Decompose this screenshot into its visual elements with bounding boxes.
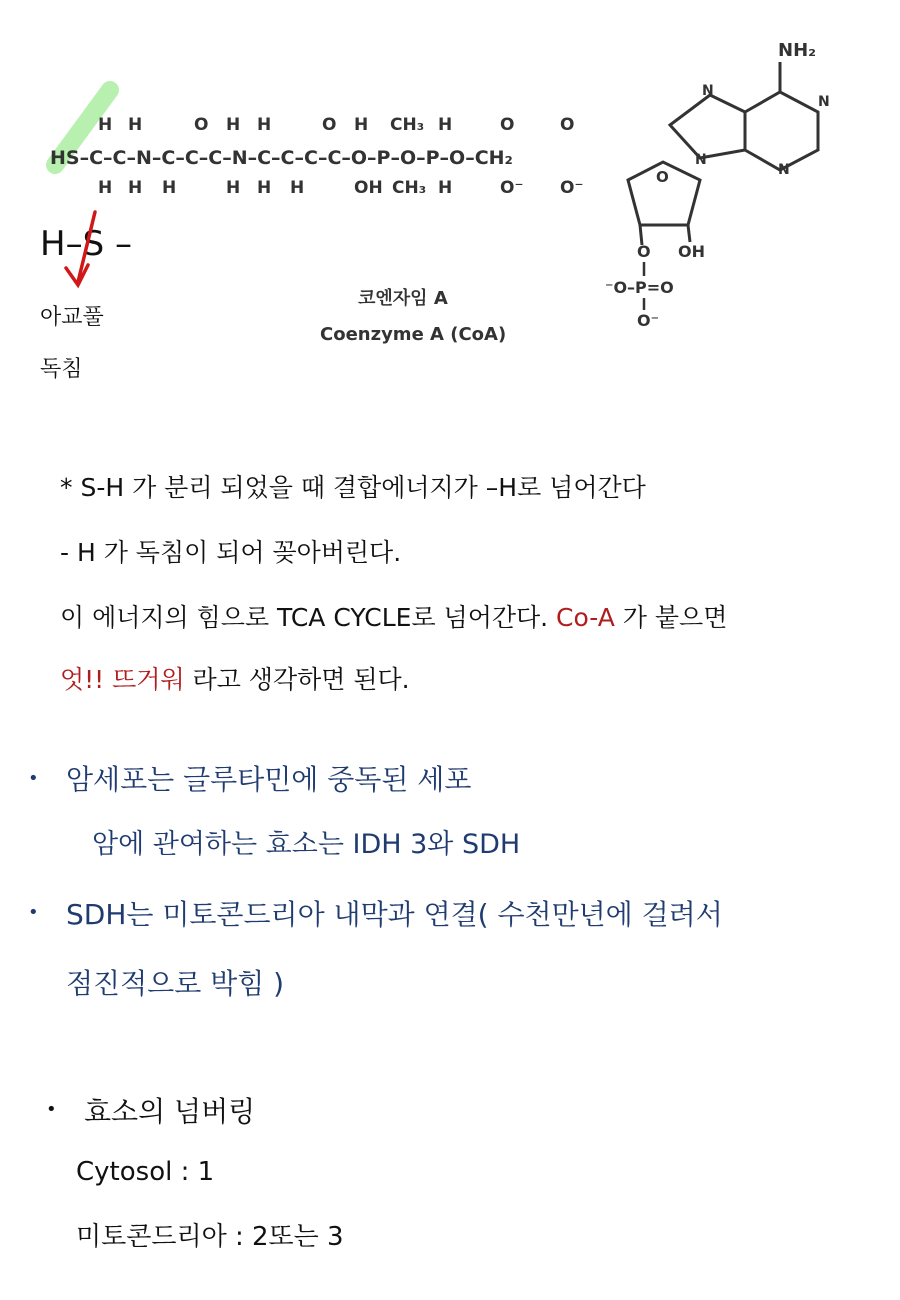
svg-text:CH₃: CH₃ bbox=[390, 115, 425, 135]
svg-text:H: H bbox=[226, 178, 241, 198]
adenine-ring bbox=[670, 92, 818, 170]
bullet-dot: • bbox=[28, 902, 39, 923]
svg-text:O: O bbox=[560, 115, 575, 135]
note-line-4-text: 라고 생각하면 된다. bbox=[184, 665, 410, 694]
svg-text:O⁻: O⁻ bbox=[500, 178, 524, 198]
cytosol-number: Cytosol : 1 bbox=[76, 1157, 215, 1187]
bullet-cancer-enzymes: 암에 관여하는 효소는 IDH 3와 SDH bbox=[92, 829, 521, 860]
svg-text:H: H bbox=[257, 115, 272, 135]
svg-text:O: O bbox=[500, 115, 515, 135]
chain-text: HS–C–C–N–C–C–C–N–C–C–C–C–O–P–O–P–O–CH₂ bbox=[50, 147, 513, 169]
bullet-cancer-cell: 암세포는 글루타민에 중독된 세포 bbox=[66, 763, 472, 796]
svg-text:N: N bbox=[778, 162, 790, 178]
svg-text:O: O bbox=[194, 115, 209, 135]
svg-text:H: H bbox=[438, 115, 453, 135]
hot-highlight: 엇!! 뜨거워 bbox=[60, 665, 185, 694]
svg-text:H: H bbox=[98, 178, 113, 198]
svg-text:H: H bbox=[354, 115, 369, 135]
svg-text:H: H bbox=[290, 178, 305, 198]
note-line-3 bbox=[60, 598, 727, 634]
svg-text:NH₂: NH₂ bbox=[778, 40, 817, 61]
svg-text:N: N bbox=[695, 152, 707, 168]
svg-text:O: O bbox=[656, 168, 669, 186]
svg-text:N: N bbox=[702, 83, 714, 99]
note-line-3-text: 이 에너지의 힘으로 TCA CYCLE로 넘어간다. bbox=[60, 603, 557, 632]
coenzyme-a-structure bbox=[0, 0, 900, 400]
svg-text:OH: OH bbox=[678, 242, 705, 261]
bullet-dot: • bbox=[28, 768, 39, 789]
svg-text:O: O bbox=[637, 242, 651, 261]
label-glue: 아교풀 bbox=[40, 305, 104, 330]
bullet-sdh-cont: 점진적으로 박힘 ) bbox=[66, 967, 285, 1000]
svg-text:H: H bbox=[128, 178, 143, 198]
svg-text:H: H bbox=[438, 178, 453, 198]
note-line-2: - H 가 독침이 되어 꽂아버린다. bbox=[60, 538, 402, 567]
svg-text:O⁻: O⁻ bbox=[560, 178, 584, 198]
svg-text:H: H bbox=[162, 178, 177, 198]
coa-highlight: Co-A bbox=[556, 603, 615, 632]
english-name: Coenzyme A (CoA) bbox=[320, 324, 507, 345]
note-line-4 bbox=[60, 660, 410, 696]
bullet-sdh: SDH는 미토콘드리아 내막과 연결( 수천만년에 걸려서 bbox=[66, 898, 723, 931]
svg-text:H: H bbox=[226, 115, 241, 135]
bullet-dot: • bbox=[46, 1099, 57, 1120]
svg-text:H: H bbox=[257, 178, 272, 198]
svg-text:N: N bbox=[818, 94, 830, 110]
svg-text:H: H bbox=[98, 115, 113, 135]
svg-text:O⁻: O⁻ bbox=[637, 311, 660, 330]
svg-text:O: O bbox=[322, 115, 337, 135]
handwriting: H–S – bbox=[40, 224, 132, 264]
korean-name: 코엔자임 A bbox=[358, 288, 448, 309]
note-line-1: * S-H 가 분리 되었을 때 결합에너지가 –H로 넘어간다 bbox=[60, 473, 646, 502]
svg-text:⁻O–P=O: ⁻O–P=O bbox=[605, 278, 674, 297]
label-stinger: 독침 bbox=[40, 357, 83, 382]
note-line-3-end: 가 붙으면 bbox=[614, 603, 728, 632]
svg-text:H: H bbox=[128, 115, 143, 135]
svg-text:OH: OH bbox=[354, 178, 383, 198]
svg-text:CH₃: CH₃ bbox=[392, 178, 427, 198]
bullet-enzyme-numbering: 효소의 넘버링 bbox=[84, 1095, 256, 1128]
mitochondria-number: 미토콘드리아 : 2또는 3 bbox=[76, 1222, 344, 1252]
